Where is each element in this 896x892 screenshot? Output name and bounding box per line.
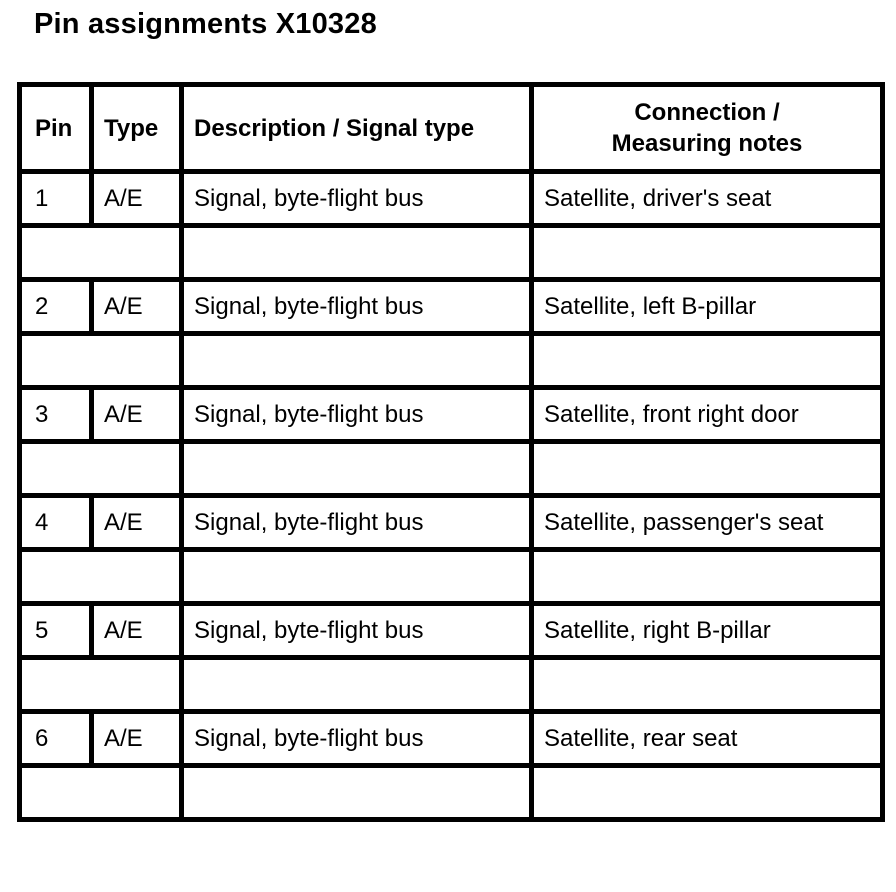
cell-pin: 1 <box>20 172 92 226</box>
cell-connection: Satellite, driver's seat <box>532 172 883 226</box>
cell-type: A/E <box>92 712 182 766</box>
spacer-cell <box>532 658 883 712</box>
table-spacer-row <box>20 442 883 496</box>
spacer-cell <box>20 334 182 388</box>
cell-pin: 5 <box>20 604 92 658</box>
cell-connection: Satellite, passenger's seat <box>532 496 883 550</box>
spacer-cell <box>532 550 883 604</box>
column-header-connection-line1: Connection / <box>634 99 780 126</box>
cell-type: A/E <box>92 496 182 550</box>
page-title: Pin assignments X10328 <box>34 8 377 40</box>
spacer-cell <box>532 766 883 820</box>
cell-connection: Satellite, rear seat <box>532 712 883 766</box>
table-row <box>20 388 883 442</box>
cell-pin: 6 <box>20 712 92 766</box>
table-spacer-row <box>20 550 883 604</box>
spacer-cell <box>532 334 883 388</box>
cell-description: Signal, byte-flight bus <box>182 604 532 658</box>
spacer-cell <box>20 226 182 280</box>
table-spacer-row <box>20 766 883 820</box>
table-row <box>20 496 883 550</box>
pin-assignment-table <box>17 82 885 822</box>
table-row <box>20 712 883 766</box>
table-spacer-row <box>20 226 883 280</box>
table-header-row <box>20 85 883 172</box>
cell-connection: Satellite, front right door <box>532 388 883 442</box>
table-spacer-row <box>20 334 883 388</box>
table-row <box>20 280 883 334</box>
cell-type: A/E <box>92 280 182 334</box>
cell-connection: Satellite, right B-pillar <box>532 604 883 658</box>
spacer-cell <box>532 442 883 496</box>
column-header-description: Description / Signal type <box>182 85 532 172</box>
cell-description: Signal, byte-flight bus <box>182 496 532 550</box>
spacer-cell <box>182 766 532 820</box>
table-row <box>20 172 883 226</box>
cell-type: A/E <box>92 388 182 442</box>
spacer-cell <box>182 550 532 604</box>
cell-description: Signal, byte-flight bus <box>182 280 532 334</box>
cell-pin: 4 <box>20 496 92 550</box>
table-row <box>20 604 883 658</box>
spacer-cell <box>20 766 182 820</box>
spacer-cell <box>20 658 182 712</box>
column-header-pin: Pin <box>20 85 92 172</box>
spacer-cell <box>182 226 532 280</box>
cell-description: Signal, byte-flight bus <box>182 172 532 226</box>
cell-pin: 2 <box>20 280 92 334</box>
column-header-type: Type <box>92 85 182 172</box>
spacer-cell <box>20 550 182 604</box>
spacer-cell <box>182 334 532 388</box>
cell-pin: 3 <box>20 388 92 442</box>
spacer-cell <box>182 658 532 712</box>
column-header-connection-line2: Measuring notes <box>611 130 803 157</box>
column-header-connection <box>532 85 883 172</box>
cell-description: Signal, byte-flight bus <box>182 388 532 442</box>
cell-connection: Satellite, left B-pillar <box>532 280 883 334</box>
cell-description: Signal, byte-flight bus <box>182 712 532 766</box>
table-spacer-row <box>20 658 883 712</box>
cell-type: A/E <box>92 172 182 226</box>
spacer-cell <box>532 226 883 280</box>
spacer-cell <box>20 442 182 496</box>
cell-type: A/E <box>92 604 182 658</box>
spacer-cell <box>182 442 532 496</box>
